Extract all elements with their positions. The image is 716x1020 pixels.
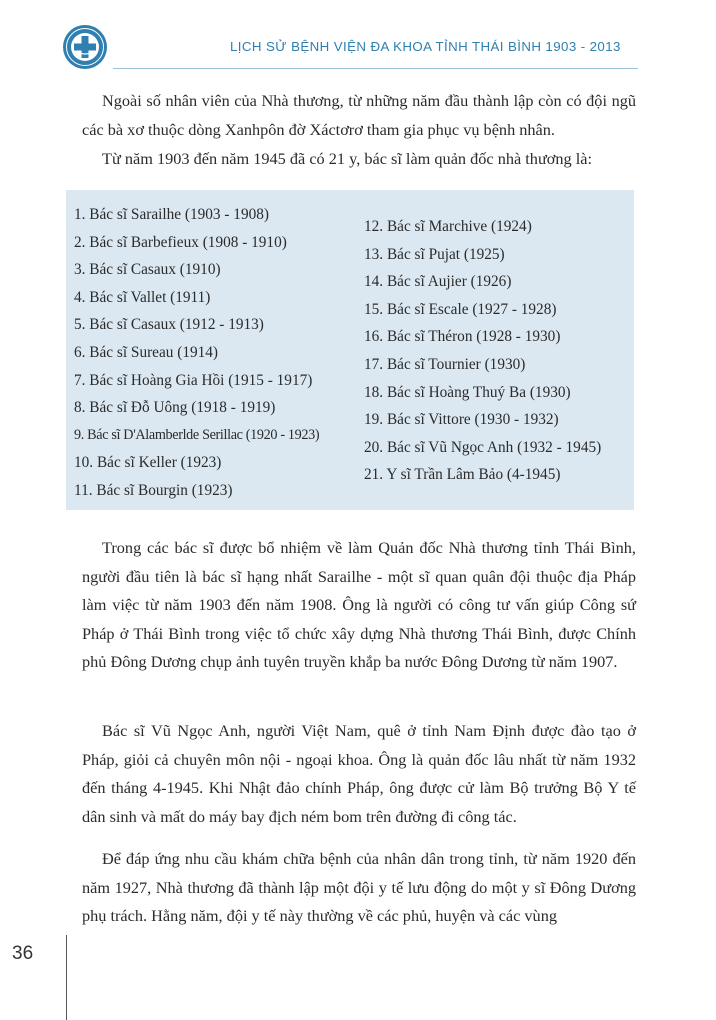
director-item: 12. Bác sĩ Marchive (1924) xyxy=(364,218,532,235)
directors-list-left xyxy=(74,201,319,505)
hospital-cross-logo xyxy=(62,24,108,70)
director-item: 4. Bác sĩ Vallet (1911) xyxy=(74,288,211,306)
director-item: 6. Bác sĩ Sureau (1914) xyxy=(74,343,219,361)
directors-list-right xyxy=(364,213,601,489)
page-number-divider xyxy=(66,935,67,1020)
body-paragraph-sarailhe: Trong các bác sĩ được bổ nhiệm về làm Quản đốc Nhà thương tỉnh Thái Bình, người đầu tiên là bác sĩ hạng nhất Sarailhe - một sĩ quan quân đội thuộc địa Pháp làm việc từ năm 1903 đến năm 1908. Ông là người có công tư vấn giúp Công sứ Pháp ở Thái Bình trong việc tổ chức xây dựng Nhà thương Thái Bình, được Chính phủ Đông Dương chụp ảnh tuyên truyền khắp ba nước Đông Dương từ năm 1907. xyxy=(82,538,636,672)
director-item: 16. Bác sĩ Théron (1928 - 1930) xyxy=(364,328,561,346)
director-item: 2. Bác sĩ Barbefieux (1908 - 1910) xyxy=(74,233,287,251)
director-item: 19. Bác sĩ Vittore (1930 - 1932) xyxy=(364,411,559,429)
director-item: 13. Bác sĩ Pujat (1925) xyxy=(364,245,505,263)
director-item: 14. Bác sĩ Aujier (1926) xyxy=(364,273,512,291)
header-divider xyxy=(113,68,638,69)
director-item: 5. Bác sĩ Casaux (1912 - 1913) xyxy=(74,316,264,334)
director-item: 11. Bác sĩ Bourgin (1923) xyxy=(74,481,233,499)
page-number: 36 xyxy=(12,943,34,964)
director-item: 20. Bác sĩ Vũ Ngọc Anh (1932 - 1945) xyxy=(364,438,602,456)
running-header-title: LỊCH SỬ BỆNH VIỆN ĐA KHOA TỈNH THÁI BÌNH 1903 - 2013 xyxy=(230,39,621,54)
director-item: 21. Y sĩ Trần Lâm Bảo (4-1945) xyxy=(364,466,561,484)
director-item: 15. Bác sĩ Escale (1927 - 1928) xyxy=(364,300,557,318)
director-item: 18. Bác sĩ Hoàng Thuý Ba (1930) xyxy=(364,383,571,401)
intro-paragraph-directors: Từ năm 1903 đến năm 1945 đã có 21 y, bác sĩ làm quản đốc nhà thương là: xyxy=(102,149,593,168)
director-item: 7. Bác sĩ Hoàng Gia Hồi (1915 - 1917) xyxy=(74,371,313,389)
director-item: 1. Bác sĩ Sarailhe (1903 - 1908) xyxy=(74,206,269,223)
director-item: 8. Bác sĩ Đỗ Uông (1918 - 1919) xyxy=(74,399,276,417)
director-item: 10. Bác sĩ Keller (1923) xyxy=(74,454,222,472)
body-paragraph-vu-ngoc-anh: Bác sĩ Vũ Ngọc Anh, người Việt Nam, quê ở tỉnh Nam Định được đào tạo ở Pháp, giỏi cả chuyên môn nội - ngoại khoa. Ông là quản đốc lâu nhất từ năm 1932 đến tháng 4-1945. Khi Nhật đảo chính Pháp, ông được cử làm Bộ trưởng Bộ Y tế dân sinh và mất do máy bay địch ném bom trên đường đi công tác. xyxy=(82,721,636,826)
intro-paragraph-nuns: Ngoài số nhân viên của Nhà thương, từ những năm đầu thành lập còn có đội ngũ các bà xơ thuộc dòng Xanhpôn đờ Xáctơrơ tham gia phục vụ bệnh nhân. xyxy=(82,91,636,139)
body-paragraph-mobile-team: Để đáp ứng nhu cầu khám chữa bệnh của nhân dân trong tỉnh, từ năm 1920 đến năm 1927, Nhà thương đã thành lập một đội y tế lưu động do một y sĩ Đông Dương phụ trách. Hằng năm, đội y tế này thường về các phủ, huyện và các vùng xyxy=(82,849,636,926)
director-item: 9. Bác sĩ D'Alamberlde Serillac (1920 - 1923) xyxy=(74,426,320,443)
director-item: 17. Bác sĩ Tournier (1930) xyxy=(364,355,526,373)
director-item: 3. Bác sĩ Casaux (1910) xyxy=(74,261,221,279)
